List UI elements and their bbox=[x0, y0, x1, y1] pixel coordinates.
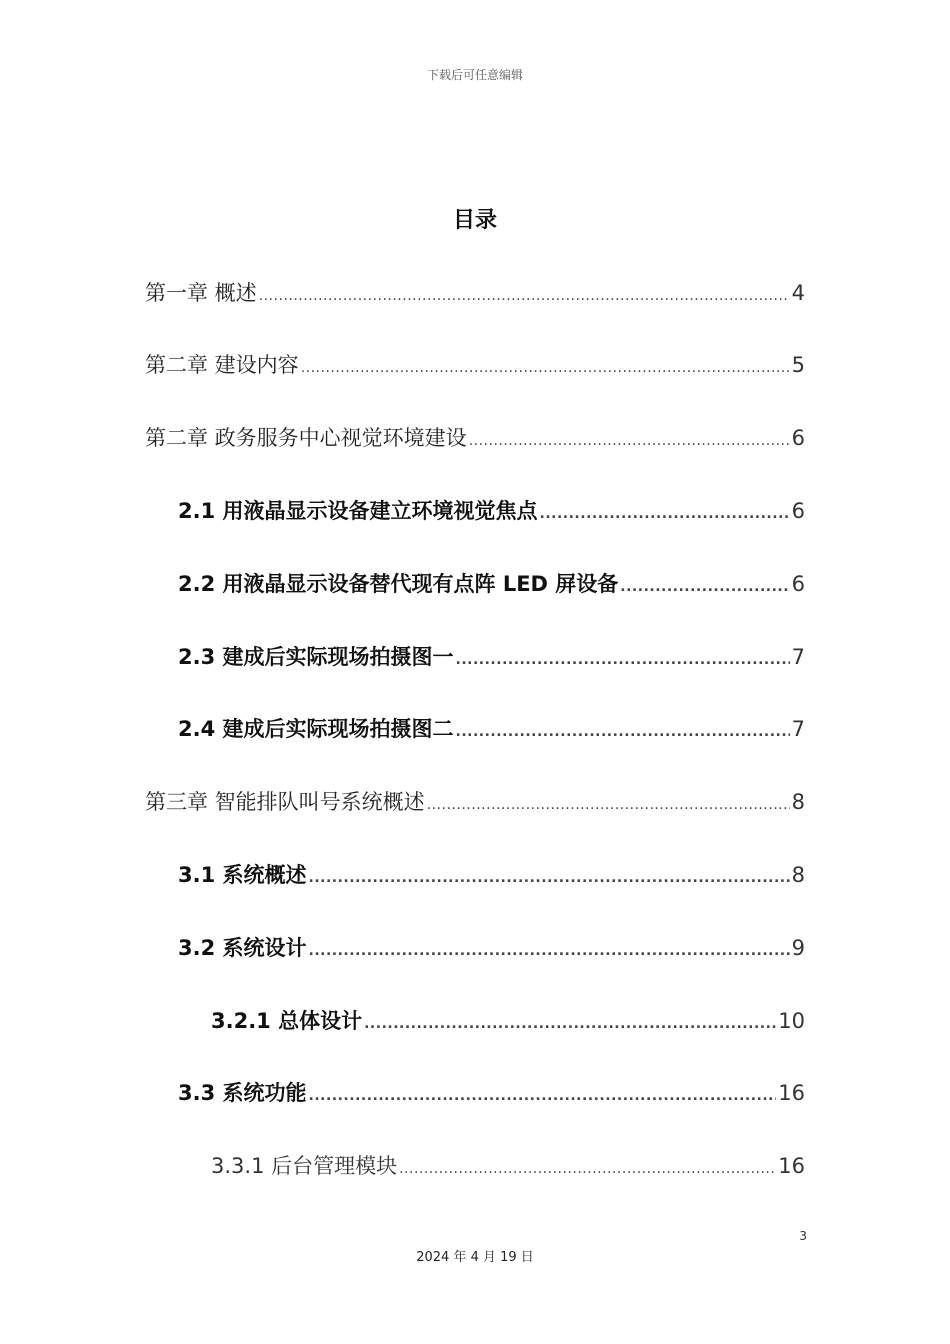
toc-entry-label: 2.2 用液晶显示设备替代现有点阵 LED 屏设备 bbox=[178, 572, 619, 596]
toc-entry-page: 9 bbox=[791, 936, 805, 960]
toc-entry-label: 3.3 系统功能 bbox=[178, 1081, 307, 1105]
toc-entry-label: 3.3.1 后台管理模块 bbox=[211, 1154, 398, 1178]
toc-leader-dots bbox=[620, 572, 789, 596]
toc-entry-page: 10 bbox=[778, 1009, 805, 1033]
toc-entry-label: 第三章 智能排队叫号系统概述 bbox=[145, 790, 425, 814]
toc-entry-page: 6 bbox=[791, 426, 805, 450]
toc-entry-page: 7 bbox=[791, 717, 805, 741]
toc-entry[interactable] bbox=[145, 422, 805, 456]
toc-leader-dots bbox=[309, 936, 790, 960]
footer-date: 2024 年 4 月 19 日 bbox=[416, 1250, 534, 1265]
toc-entry-page: 7 bbox=[791, 645, 805, 669]
toc-entry[interactable] bbox=[178, 495, 805, 529]
toc-entry[interactable] bbox=[178, 932, 805, 966]
toc-entry[interactable] bbox=[178, 1077, 805, 1111]
toc-entry-label: 3.2 系统设计 bbox=[178, 936, 307, 960]
toc-entry[interactable] bbox=[145, 277, 805, 311]
toc-leader-dots bbox=[456, 645, 790, 669]
toc-entry[interactable] bbox=[178, 713, 805, 747]
toc-title: 目录 bbox=[452, 208, 497, 233]
toc-entry-label: 3.1 系统概述 bbox=[178, 863, 307, 887]
toc-entry-page: 8 bbox=[791, 790, 805, 814]
header-note: 下载后可任意编辑 bbox=[426, 68, 523, 82]
toc-entry-label: 3.2.1 总体设计 bbox=[211, 1009, 363, 1033]
toc-entry-page: 6 bbox=[791, 572, 805, 596]
toc-entry-page: 6 bbox=[791, 499, 805, 523]
toc-entry-label: 2.4 建成后实际现场拍摄图二 bbox=[178, 717, 454, 741]
toc-entry[interactable] bbox=[145, 786, 805, 820]
toc-leader-dots bbox=[469, 426, 790, 450]
toc-entry-page: 16 bbox=[778, 1154, 805, 1178]
toc-entry[interactable] bbox=[178, 641, 805, 675]
toc-entry[interactable] bbox=[178, 568, 805, 602]
toc-entry-page: 4 bbox=[791, 281, 805, 305]
toc-entry-label: 2.3 建成后实际现场拍摄图一 bbox=[178, 645, 454, 669]
toc-entry[interactable] bbox=[211, 1150, 805, 1184]
toc-entry-label: 第一章 概述 bbox=[145, 281, 257, 305]
toc-entry-label: 第二章 政务服务中心视觉环境建设 bbox=[145, 426, 467, 450]
toc-leader-dots bbox=[309, 863, 790, 887]
page-number: 3 bbox=[799, 1229, 807, 1243]
toc-entry-page: 16 bbox=[778, 1081, 805, 1105]
toc-entry-label: 2.1 用液晶显示设备建立环境视觉焦点 bbox=[178, 499, 538, 523]
toc-entry[interactable] bbox=[178, 859, 805, 893]
toc-entry[interactable] bbox=[145, 349, 805, 383]
toc-leader-dots bbox=[364, 1009, 776, 1033]
toc-leader-dots bbox=[540, 499, 790, 523]
toc-leader-dots bbox=[301, 353, 790, 377]
toc-leader-dots bbox=[309, 1081, 777, 1105]
toc-entry-label: 第二章 建设内容 bbox=[145, 353, 299, 377]
toc-leader-dots bbox=[399, 1154, 776, 1178]
toc-entry-page: 8 bbox=[791, 863, 805, 887]
toc-entry[interactable] bbox=[211, 1005, 805, 1039]
toc-leader-dots bbox=[456, 717, 790, 741]
toc-leader-dots bbox=[259, 281, 790, 305]
toc-leader-dots bbox=[427, 790, 790, 814]
toc-entry-page: 5 bbox=[791, 353, 805, 377]
